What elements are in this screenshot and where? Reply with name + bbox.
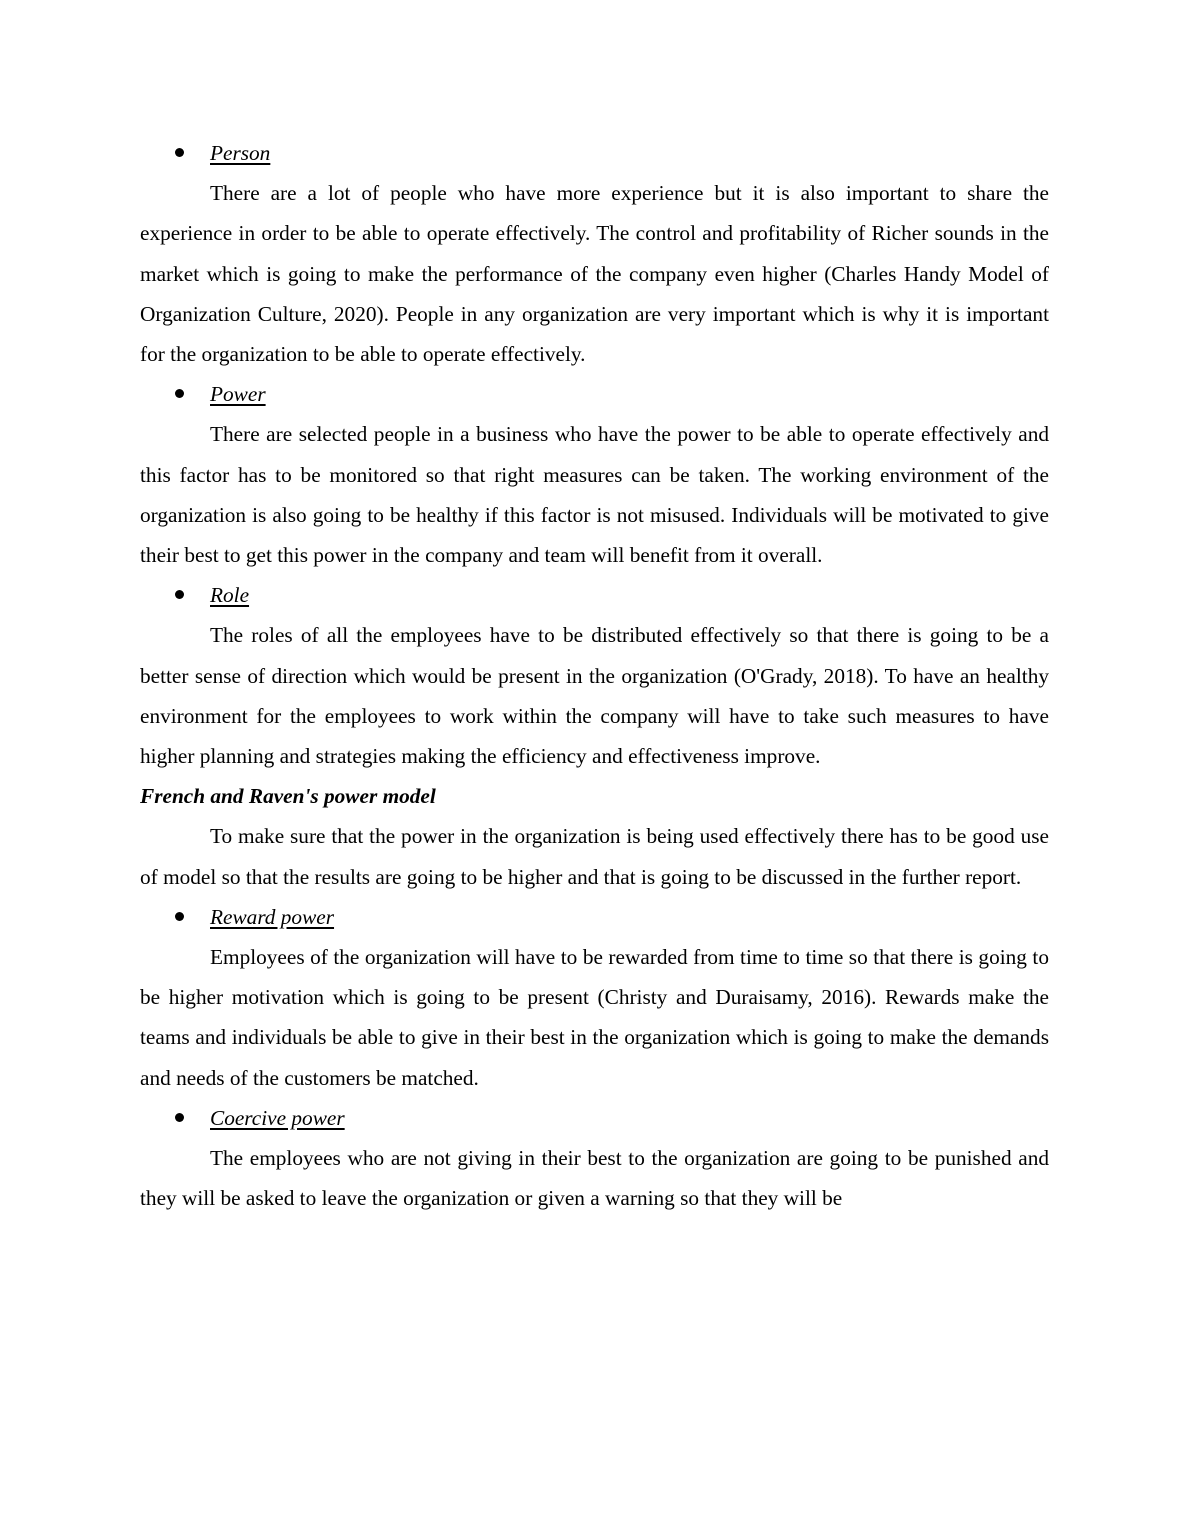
document-page xyxy=(140,133,1049,1218)
bullet-label: Role xyxy=(210,583,250,608)
paragraph-role: The roles of all the employees have to be distributed effectively so that there is going to be a better sense of direction which would be present in the organization (O'Grady, 2018). To have an healthy environment for the employees to work within the company will have to take such measures to have higher planning and strategies making the efficiency and effectiveness improve. xyxy=(140,623,1049,768)
bullet-item-person xyxy=(140,133,1049,173)
bullet-label: Power xyxy=(210,382,266,407)
paragraph-coercive-power: The employees who are not giving in their best to the organization are going to be punished and they will be asked to leave the organization or given a warning so that they will be xyxy=(140,1146,1049,1211)
bullet-item-coercive-power xyxy=(140,1098,1049,1138)
bullet-item-power xyxy=(140,374,1049,414)
paragraph-person: There are a lot of people who have more experience but it is also important to share the experience in order to be able to operate effectively. The control and profitability of Richer sounds in the market which is going to make the performance of the company even higher (Charles Handy Model of Organization Culture, 2020). People in any organization are very important which is why it is important for the organization to be able to operate effectively. xyxy=(140,181,1049,366)
bullet-dot-icon xyxy=(175,389,184,398)
bullet-dot-icon xyxy=(175,1113,184,1122)
bullet-label: Reward power xyxy=(210,904,335,929)
bullet-label: Coercive power xyxy=(210,1105,345,1130)
bullet-dot-icon xyxy=(175,148,184,157)
bullet-dot-icon xyxy=(175,590,184,599)
paragraph-model-intro: To make sure that the power in the organization is being used effectively there has to be good use of model so that the results are going to be higher and that is going to be discussed in the further report. xyxy=(140,824,1049,889)
bullet-item-role xyxy=(140,575,1049,615)
bullet-item-reward-power xyxy=(140,897,1049,937)
bullet-label: Person xyxy=(210,141,271,165)
section-heading: French and Raven's power model xyxy=(140,784,436,809)
bullet-dot-icon xyxy=(175,912,184,921)
paragraph-power: There are selected people in a business who have the power to be able to operate effectively and this factor has to be monitored so that right measures can be taken. The working environment of the organization is also going to be healthy if this factor is not misused. Individuals will be motivated to give their best to get this power in the company and team will benefit from it overall. xyxy=(140,422,1049,567)
paragraph-reward-power: Employees of the organization will have to be rewarded from time to time so that there is going to be higher motivation which is going to be present (Christy and Duraisamy, 2016). Rewards make the teams and individuals be able to give in their best in the organization which is going to make the demands and needs of the customers be matched. xyxy=(140,945,1049,1090)
